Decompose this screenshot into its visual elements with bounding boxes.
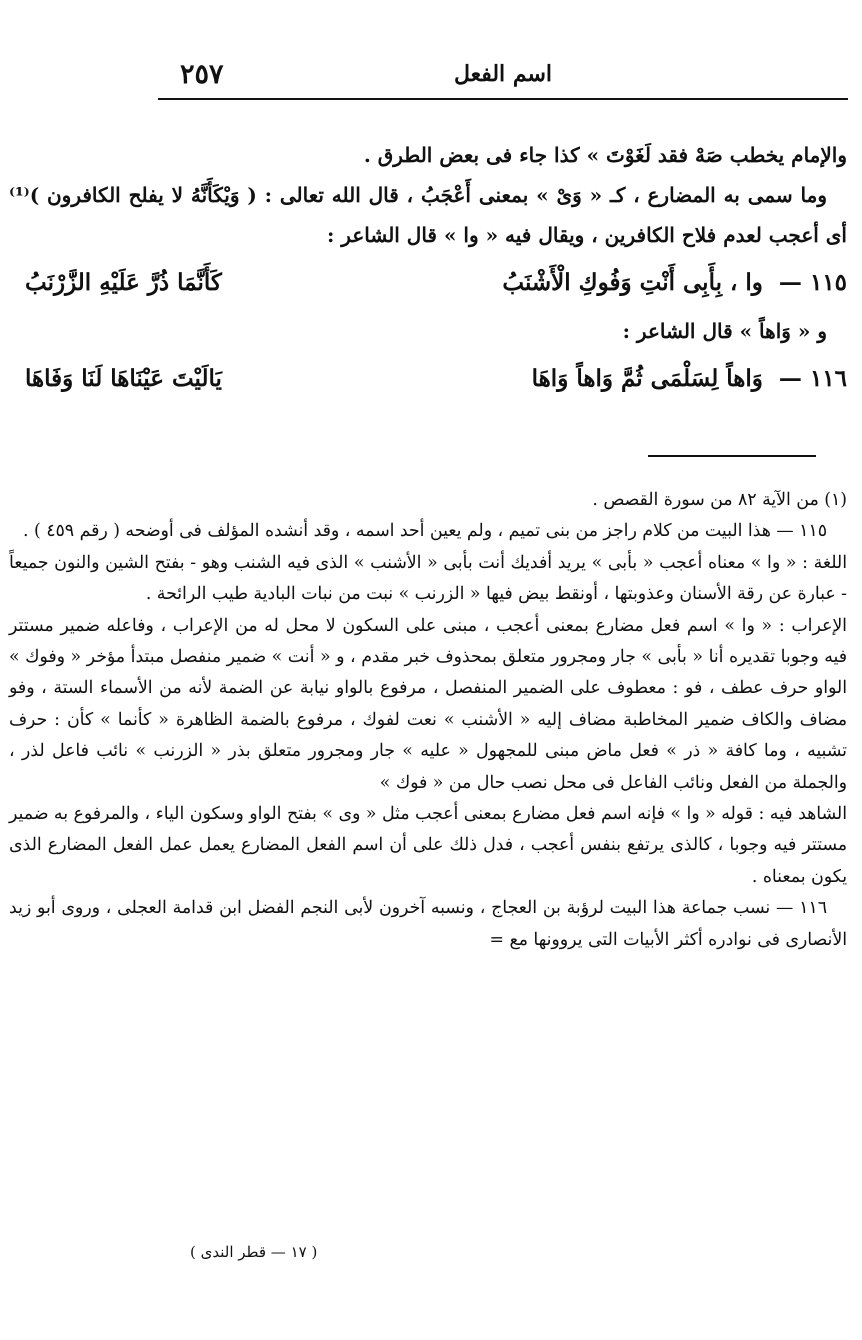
verse-first-hemistich [532,351,847,407]
paragraph: والإمام يخطب صَهْ فقد لَغَوْتَ » كذا جاء فى بعض الطرق . [363,143,847,167]
verse-115 [9,255,847,311]
footnote: اللغة : « وا » معناه أعجب « بأبى » يريد أفديك أنت بأبى « الأشنب » الذى فيه الشنب وهو - بفتح الشين والنون جميعاً - عبارة عن رقة الأسنان وعذوبتها ، أونقط بيض فيها « الزرنب » نبت من نبات البادية طيب الرائحة . [9,552,847,605]
main-text [9,135,847,407]
verse-text: وا ، بِأَبِى أَنْتِ وَفُوكِ الْأَشْنَبُ [502,269,763,296]
page-number: ٢٥٧ [180,59,224,90]
verse-number: ١١٥ — [770,269,847,296]
paragraph: و « وَاهاً » قال الشاعر : [622,319,827,343]
verse-second-hemistich: كَأَنَّمَا ذُرَّ عَلَيْهِ الزَّرْنَبُ [25,269,222,296]
signature-mark: ( ١٧ — قطر الندى ) [190,1243,318,1261]
footnote: الإعراب : « وا » اسم فعل مضارع بمعنى أعجب ، مبنى على السكون لا محل له من الإعراب ، وفاعله ضمير مستتر فيه وجوبا تقديره أنا « بأبى » جار ومجرور متعلق بمحذوف خبر مقدم ، و « أنت » ضمير منفصل مبتدأ مؤخر « وفوك » الواو حرف عطف ، فو : معطوف على الضمير المنفصل ، مرفوع بالواو نيابة عن الضمة لأنه من الأسماء الستة ، وفو مضاف والكاف ضمير المخاطبة مضاف إليه « الأشنب » نعت لفوك ، مرفوع بالضمة الظاهرة « كأنما » كأن : حرف تشبيه ، وما كافة « ذر » فعل ماض مبنى للمجهول « عليه » جار ومجرور متعلق بذر « الزرنب » نائب فاعل لذر ، والجملة من الفعل ونائب الفاعل فى محل نصب حال من « فوك » [9,615,847,793]
footnote: ١١٦ — نسب جماعة هذا البيت لرؤبة بن العجاج ، ونسبه آخرون لأبى النجم الفضل ابن قدامة العجلى ، وروى أبو زيد الأنصارى فى نوادره أكثر الأبيات التى يروونها مع = [9,898,847,950]
footnote: ١١٥ — هذا البيت من كلام راجز من بنى تميم ، ولم يعين أحد اسمه ، وقد أنشده المؤلف فى أوضحه ( رقم ٤٥٩ ) . [23,521,827,542]
page-header [158,55,848,95]
running-head: اسم الفعل [453,61,553,87]
verse-number: ١١٦ — [770,365,847,392]
header-rule [158,98,848,100]
footnote: الشاهد فيه : قوله « وا » فإنه اسم فعل مضارع بمعنى أعجب مثل « وى » بفتح الواو وسكون الياء ، والمرفوع به ضمير مستتر فيه وجوبا ، كالذى يرتفع بنفس أعجب ، فدل ذلك على أن اسم الفعل المضارع يعمل عمل الفعل المضارع الذى يكون بمعناه . [9,804,847,887]
paragraph: وما سمى به المضارع ، كـ « وَىْ » بمعنى أَعْجَبُ ، قال الله تعالى : ( وَيْكَأَنَّهُ لا يفلح الكافرون )⁽¹⁾ أى أعجب لعدم فلاح الكافرين ، ويقال فيه « وا » قال الشاعر : [9,183,847,247]
verse-first-hemistich [502,255,847,311]
footnote: (١) من الآية ٨٢ من سورة القصص . [592,490,847,510]
footnotes [9,485,847,956]
verse-text: وَاهاً لِسَلْمَى ثُمَّ وَاهاً وَاهَا [531,365,763,392]
footnote-separator [648,455,816,457]
verse-116 [9,351,847,407]
verse-second-hemistich: يَالَيْتَ عَيْنَاهَا لَنَا وَفَاهَا [25,365,222,392]
